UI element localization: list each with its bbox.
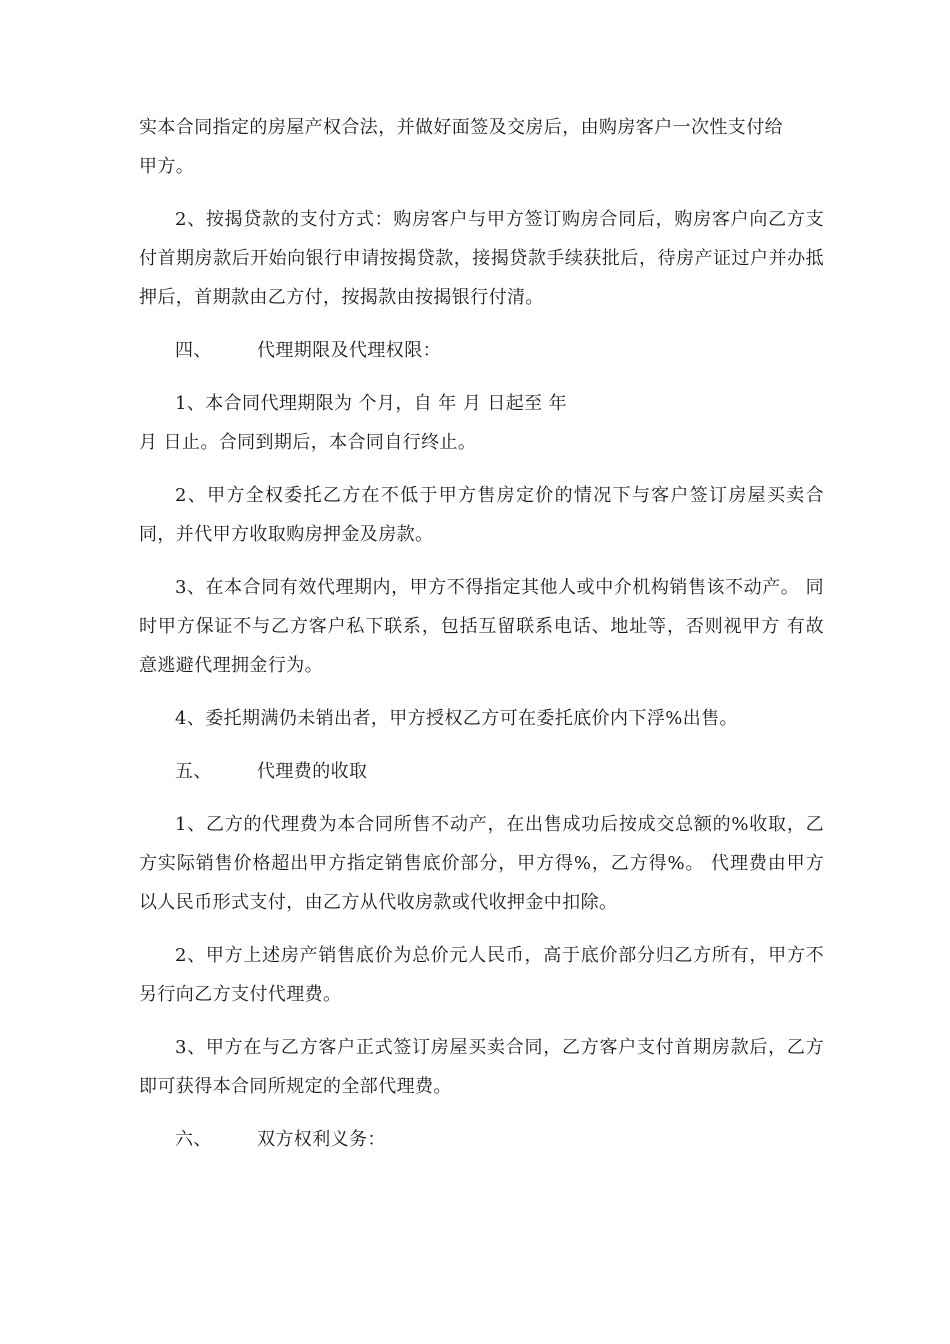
section-title: 代理费的收取 bbox=[257, 761, 368, 782]
section-heading-6 bbox=[139, 1120, 824, 1159]
section-number: 六、 bbox=[175, 1129, 212, 1150]
paragraph-fee-entitlement: 3、甲方在与乙方客户正式签订房屋买卖合同，乙方客户支付首期房款后，乙方即可获得本合同所规定的全部代理费。 bbox=[139, 1037, 824, 1097]
section-number: 五、 bbox=[175, 761, 212, 782]
paragraph-agency-fee-rate: 1、乙方的代理费为本合同所售不动产，在出售成功后按成交总额的%收取，乙方实际销售价格超出甲方指定销售底价部分，甲方得%，乙方得%。 代理费由甲方以人民币形式支付，由乙方从代收房款或代收押金中扣除。 bbox=[139, 814, 824, 913]
text-line: 1、本合同代理期限为 个月，自 年 月 日起至 年 bbox=[175, 393, 568, 414]
paragraph-payment-continuation bbox=[139, 108, 824, 186]
paragraph-price-reduction: 4、委托期满仍未销出者，甲方授权乙方可在委托底价内下浮%出售。 bbox=[175, 708, 738, 729]
section-heading-5 bbox=[139, 752, 824, 791]
document-body bbox=[139, 108, 824, 1173]
paragraph-exclusive-agency: 3、在本合同有效代理期内，甲方不得指定其他人或中介机构销售该不动产。 同时甲方保证不与乙方客户私下联系，包括互留联系电话、地址等，否则视甲方 有故意逃避代理拥金行为。 bbox=[139, 577, 824, 676]
section-title: 代理期限及代理权限： bbox=[257, 340, 441, 361]
section-heading-4 bbox=[139, 331, 824, 370]
paragraph-agency-period bbox=[139, 384, 824, 462]
text-line: 甲方。 bbox=[139, 156, 195, 177]
text-line: 月 日止。合同到期后，本合同自行终止。 bbox=[139, 432, 477, 453]
paragraph-full-authorization: 2、甲方全权委托乙方在不低于甲方售房定价的情况下与客户签订房屋买卖合同，并代甲方收取购房押金及房款。 bbox=[139, 485, 824, 545]
text-line: 实本合同指定的房屋产权合法，并做好面签及交房后，由购房客户一次性支付给 bbox=[139, 117, 783, 138]
section-title: 双方权利义务： bbox=[257, 1129, 386, 1150]
paragraph-base-price: 2、甲方上述房产销售底价为总价元人民币，高于底价部分归乙方所有，甲方不另行向乙方支付代理费。 bbox=[139, 945, 824, 1005]
paragraph-mortgage-payment: 2、按揭贷款的支付方式：购房客户与甲方签订购房合同后，购房客户向乙方支付首期房款后开始向银行申请按揭贷款，接揭贷款手续获批后，待房产证过户并办抵押后，首期款由乙方付，按揭款由按揭银行付清。 bbox=[139, 209, 824, 308]
section-number: 四、 bbox=[175, 340, 212, 361]
